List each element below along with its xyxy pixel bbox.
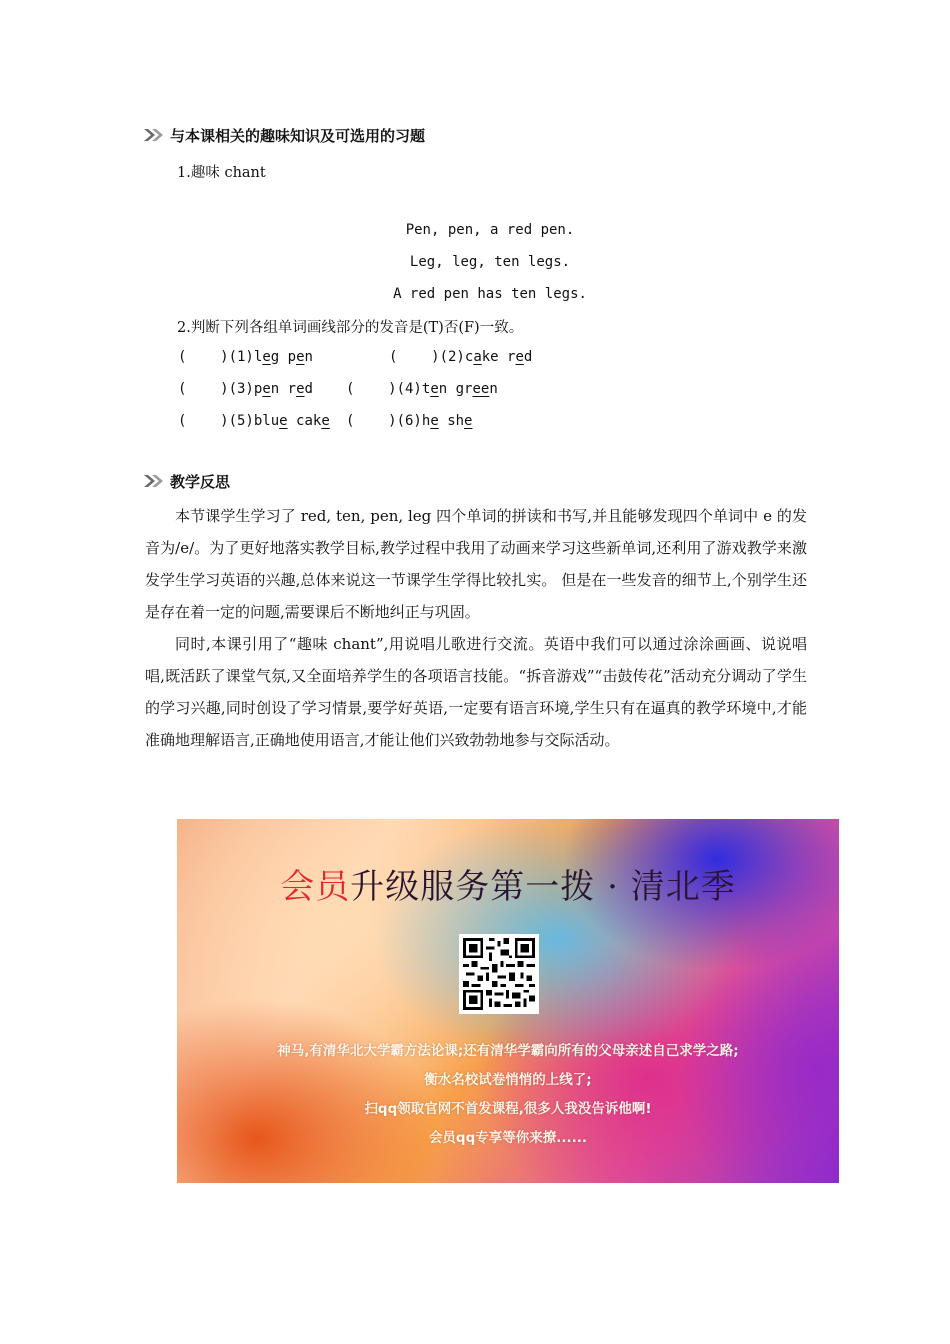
chant-line-2: Leg, leg, ten legs.: [409, 254, 571, 270]
double-chevron-icon: [143, 128, 169, 142]
section-heading-exercises: [143, 124, 425, 146]
answer-blank[interactable]: ( ): [389, 349, 440, 365]
banner-line-4: 会员qq专享等你来撩......: [428, 1130, 588, 1146]
answer-blank[interactable]: ( ): [178, 349, 229, 365]
section-heading-reflection: [143, 470, 230, 492]
reflection-paragraph-2: 同时,本课引用了“趣味 chant”,用说唱儿歌进行交流。英语中我们可以通过涂涂画画、说说唱唱,既活跃了课堂气氛,又全面培养学生的各项语言技能。“拆音游戏”“击鼓传花”活动充分调动了学生的学习兴趣,同时创设了学习情景,要学好英语,一定要有语言环境,学生只有在逼真的教学环境中,才能准确地理解语言,正确地使用语言,才能让他们兴致勃勃地参与交际活动。: [145, 635, 807, 749]
qr-code-icon: [463, 938, 535, 1010]
reflection-paragraph-1: 本节课学生学习了 red, ten, pen, leg 四个单词的拼读和书写,并且能够发现四个单词中 e 的发音为/e/。为了更好地落实教学目标,教学过程中我用了动画来学习这些新单词,还利用了游戏教学来激发学生学习英语的兴趣,总体来说这一节课学生学得比较扎实。 但是在一些发音的细节上,个别学生还是存在着一定的问题,需要课后不断地纠正与巩固。: [145, 507, 807, 621]
exercise-item-5: ( )(5)blue cake: [178, 413, 330, 429]
item-2-instruction: 2.判断下列各组单词画线部分的发音是(T)否(F)一致。: [177, 320, 524, 336]
answer-blank[interactable]: ( ): [346, 381, 397, 397]
banner-line-2: 衡水名校试卷悄悄的上线了;: [424, 1072, 592, 1088]
exercise-item-6: ( )(6)he she: [346, 413, 473, 429]
reflection-text: [145, 500, 807, 756]
answer-blank[interactable]: ( ): [178, 413, 229, 429]
item-1-label: 1.趣味 chant: [177, 165, 266, 181]
banner-line-1: 神马,有清华北大学霸方法论课;还有清华学霸向所有的父母亲述自己求学之路;: [277, 1043, 739, 1059]
exercise-item-2: ( )(2)cake red: [389, 349, 533, 365]
banner-line-3: 扫qq领取官网不首发课程,很多人我没告诉他啊!: [364, 1101, 652, 1117]
banner-text: [177, 1037, 839, 1153]
qr-code[interactable]: [459, 934, 539, 1014]
section-title: 与本课相关的趣味知识及可选用的习题: [170, 126, 426, 145]
promo-banner[interactable]: [177, 819, 839, 1183]
section-title: 教学反思: [170, 472, 231, 491]
exercise-item-1: ( )(1)leg pen: [178, 349, 313, 365]
answer-blank[interactable]: ( ): [178, 381, 229, 397]
chant-line-3: A red pen has ten legs.: [393, 286, 587, 302]
chant-line-1: Pen, pen, a red pen.: [405, 222, 575, 238]
answer-blank[interactable]: ( ): [346, 413, 397, 429]
exercise-item-4: ( )(4)ten green: [346, 381, 498, 397]
banner-title: 会员升级服务第一拨 · 清北季: [280, 867, 736, 907]
exercise-item-3: ( )(3)pen red: [178, 381, 313, 397]
double-chevron-icon: [143, 474, 169, 488]
